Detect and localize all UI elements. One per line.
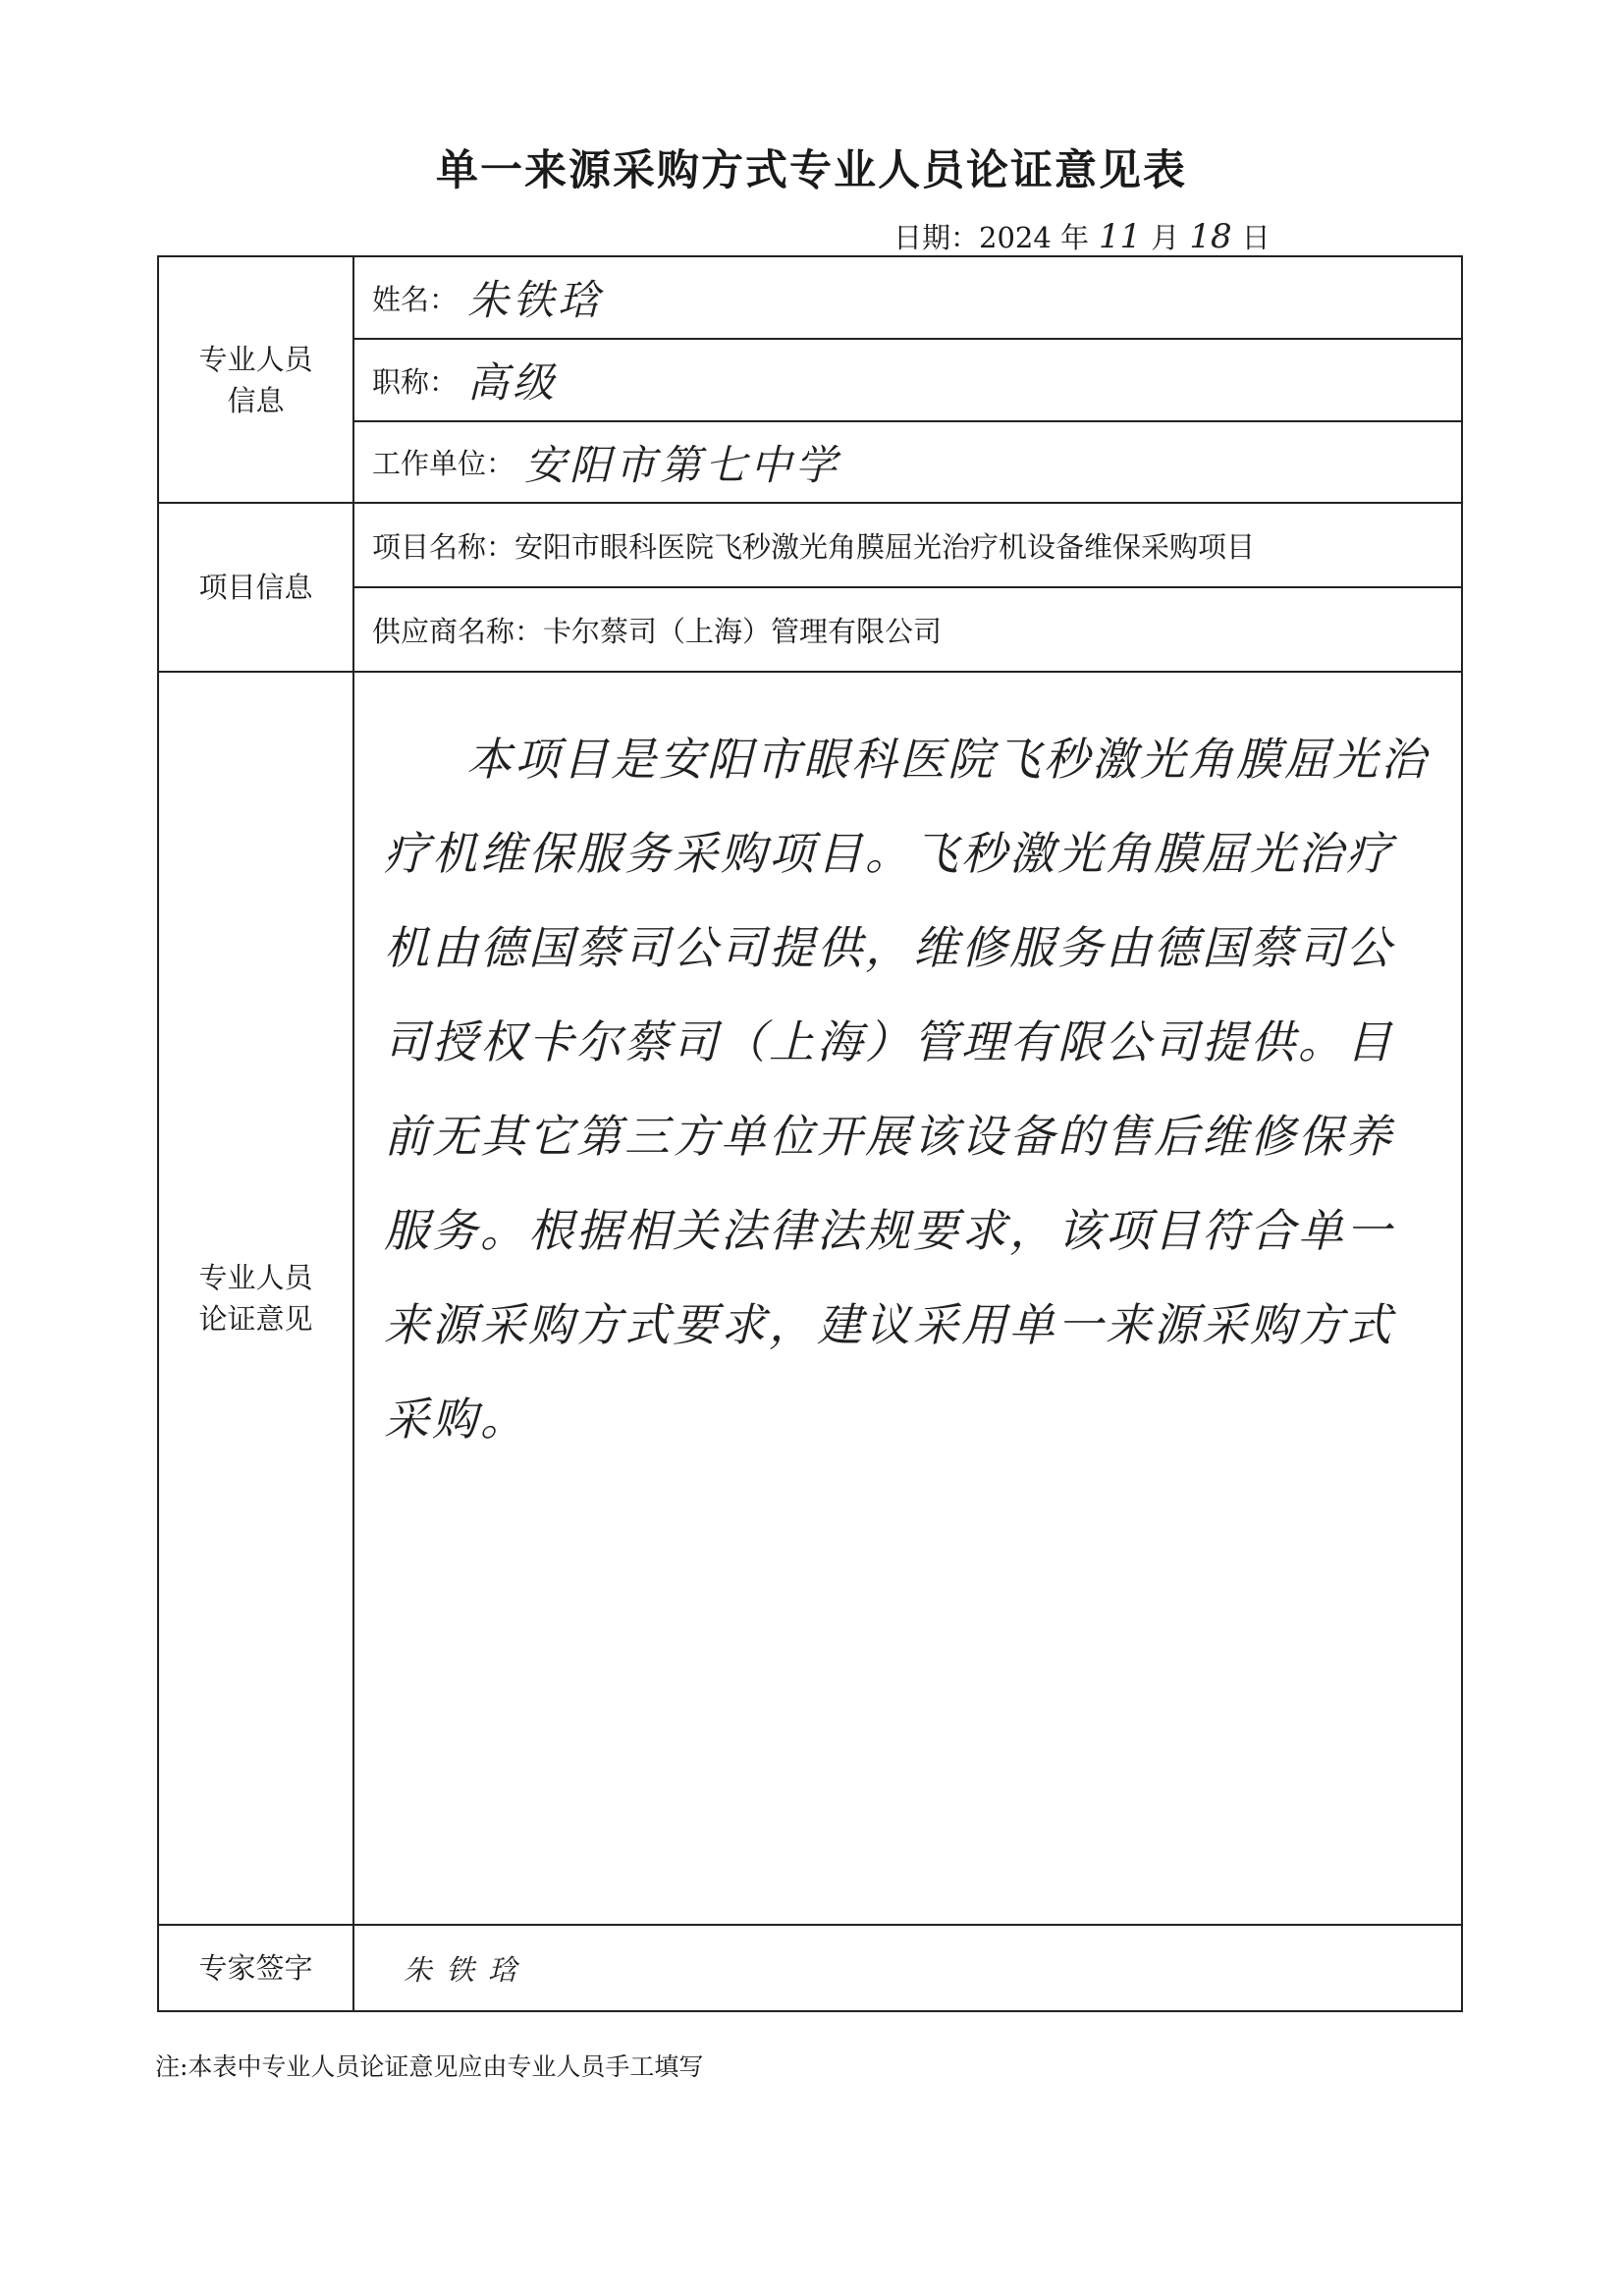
document-title: 单一来源采购方式专业人员论证意见表 [436,146,1187,195]
footnote: 注:本表中专业人员论证意见应由专业人员手工填写 [155,2052,704,2081]
date-day-handwritten: 18 [1189,217,1232,256]
opinion-section-label: 专业人员 论证意见 [158,672,353,1925]
opinion-form-table [157,255,1463,2012]
workplace-label: 工作单位： [372,447,515,480]
date-month-handwritten: 11 [1099,217,1142,256]
name-label: 姓名： [372,282,459,316]
expert-signature: 朱铁琀 [353,1925,1462,2011]
date-month-unit: 月 [1151,221,1180,254]
date-label: 日期：2024 年 [893,221,1090,254]
opinion-text-handwritten: 本项目是安阳市眼科医院飞秒激光角膜屈光治疗机维保服务采购项目。飞秒激光角膜屈光治疗机由德国蔡司公司提供，维修服务由德国蔡司公司授权卡尔蔡司（上海）管理有限公司提供。目前无其它第三方单位开展该设备的售后维修保养服务。根据相关法律法规要求，该项目符合单一来源采购方式要求，建议采用单一来源采购方式采购。 [384,733,1429,1446]
workplace-field [353,421,1462,503]
project-info-section-label: 项目信息 [158,503,353,672]
supplier-value: 卡尔蔡司（上海）管理有限公司 [543,614,943,648]
date-day-unit: 日 [1241,221,1271,254]
supplier-field [353,587,1462,672]
project-name-value: 安阳市眼科医院飞秒激光角膜屈光治疗机设备维保采购项目 [514,529,1256,564]
workplace-value-handwritten: 安阳市第七中学 [524,440,841,489]
professional-info-section-label: 专业人员 信息 [158,256,353,503]
supplier-label: 供应商名称： [372,614,544,648]
title-field [353,339,1462,421]
signature-label: 专家签字 [158,1925,353,2011]
name-field [353,256,1462,339]
title-value-handwritten: 高级 [467,358,559,407]
title-label: 职称： [372,364,459,399]
project-name-field [353,503,1462,587]
opinion-field [353,672,1462,1925]
date-line [893,216,1271,256]
project-name-label: 项目名称： [372,529,515,564]
name-value-handwritten: 朱铁琀 [467,276,604,324]
